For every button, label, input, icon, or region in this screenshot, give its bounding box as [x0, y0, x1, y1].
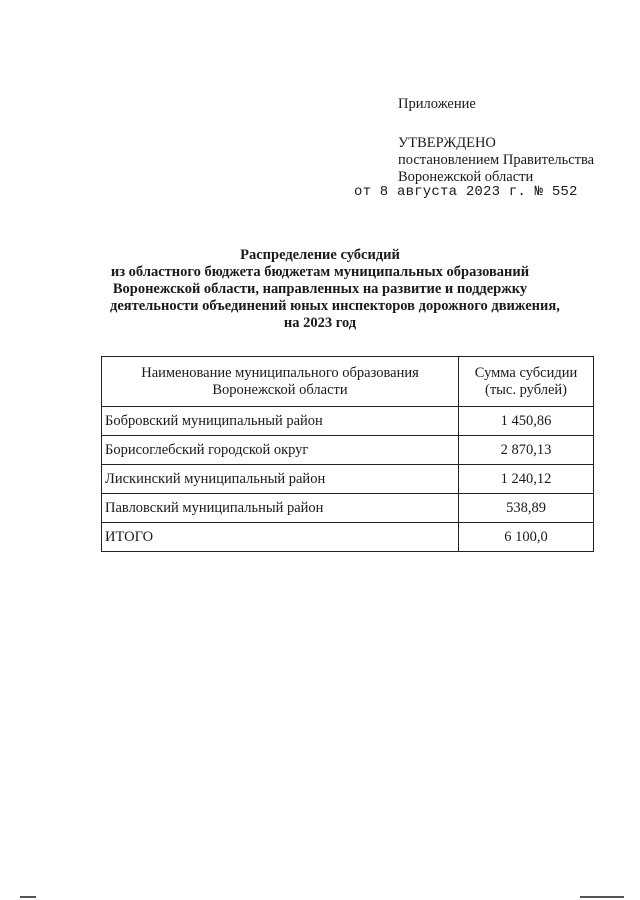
approved-by-region: Воронежской области	[398, 169, 534, 185]
header-amount-line-1: Сумма субсидии	[474, 364, 578, 381]
document-title	[110, 247, 560, 332]
table-row	[102, 407, 594, 436]
table-row	[102, 436, 594, 465]
table-row	[102, 494, 594, 523]
scan-artifact-left	[20, 896, 36, 898]
header-municipality-line-2: Воронежской области	[212, 381, 348, 398]
appendix-label: Приложение	[398, 96, 476, 112]
header-municipality-line-1: Наименование муниципального образования	[141, 364, 419, 381]
decree-date-stamp: от 8 августа 2023 г. № 552	[354, 184, 578, 200]
approval-block	[354, 96, 595, 200]
row-amount: 1 240,12	[459, 465, 594, 494]
table-total-row	[102, 523, 594, 552]
row-municipality: Павловский муниципальный район	[102, 494, 459, 523]
approved-label: УТВЕРЖДЕНО	[398, 135, 496, 151]
total-amount: 6 100,0	[459, 523, 594, 552]
table-row	[102, 465, 594, 494]
scan-artifact-right	[580, 896, 624, 898]
row-amount: 1 450,86	[459, 407, 594, 436]
table-header-row	[102, 357, 594, 407]
subsidy-distribution-table	[101, 356, 594, 552]
approved-by-line: постановлением Правительства	[398, 152, 595, 168]
row-amount: 2 870,13	[459, 436, 594, 465]
header-amount	[459, 357, 594, 407]
title-line-1: Распределение субсидий	[240, 247, 400, 263]
total-label: ИТОГО	[102, 523, 459, 552]
title-line-4: деятельности объединений юных инспекторов дорожного движения,	[110, 298, 560, 314]
title-line-2: из областного бюджета бюджетам муниципальных образований	[110, 264, 530, 280]
header-municipality	[102, 357, 459, 407]
row-amount: 538,89	[459, 494, 594, 523]
row-municipality: Лискинский муниципальный район	[102, 465, 459, 494]
title-line-3: Воронежской области, направленных на развитие и поддержку	[112, 281, 528, 297]
row-municipality: Борисоглебский городской округ	[102, 436, 459, 465]
header-amount-line-2: (тыс. рублей)	[485, 381, 567, 398]
title-line-5: на 2023 год	[283, 315, 357, 331]
row-municipality: Бобровский муниципальный район	[102, 407, 459, 436]
